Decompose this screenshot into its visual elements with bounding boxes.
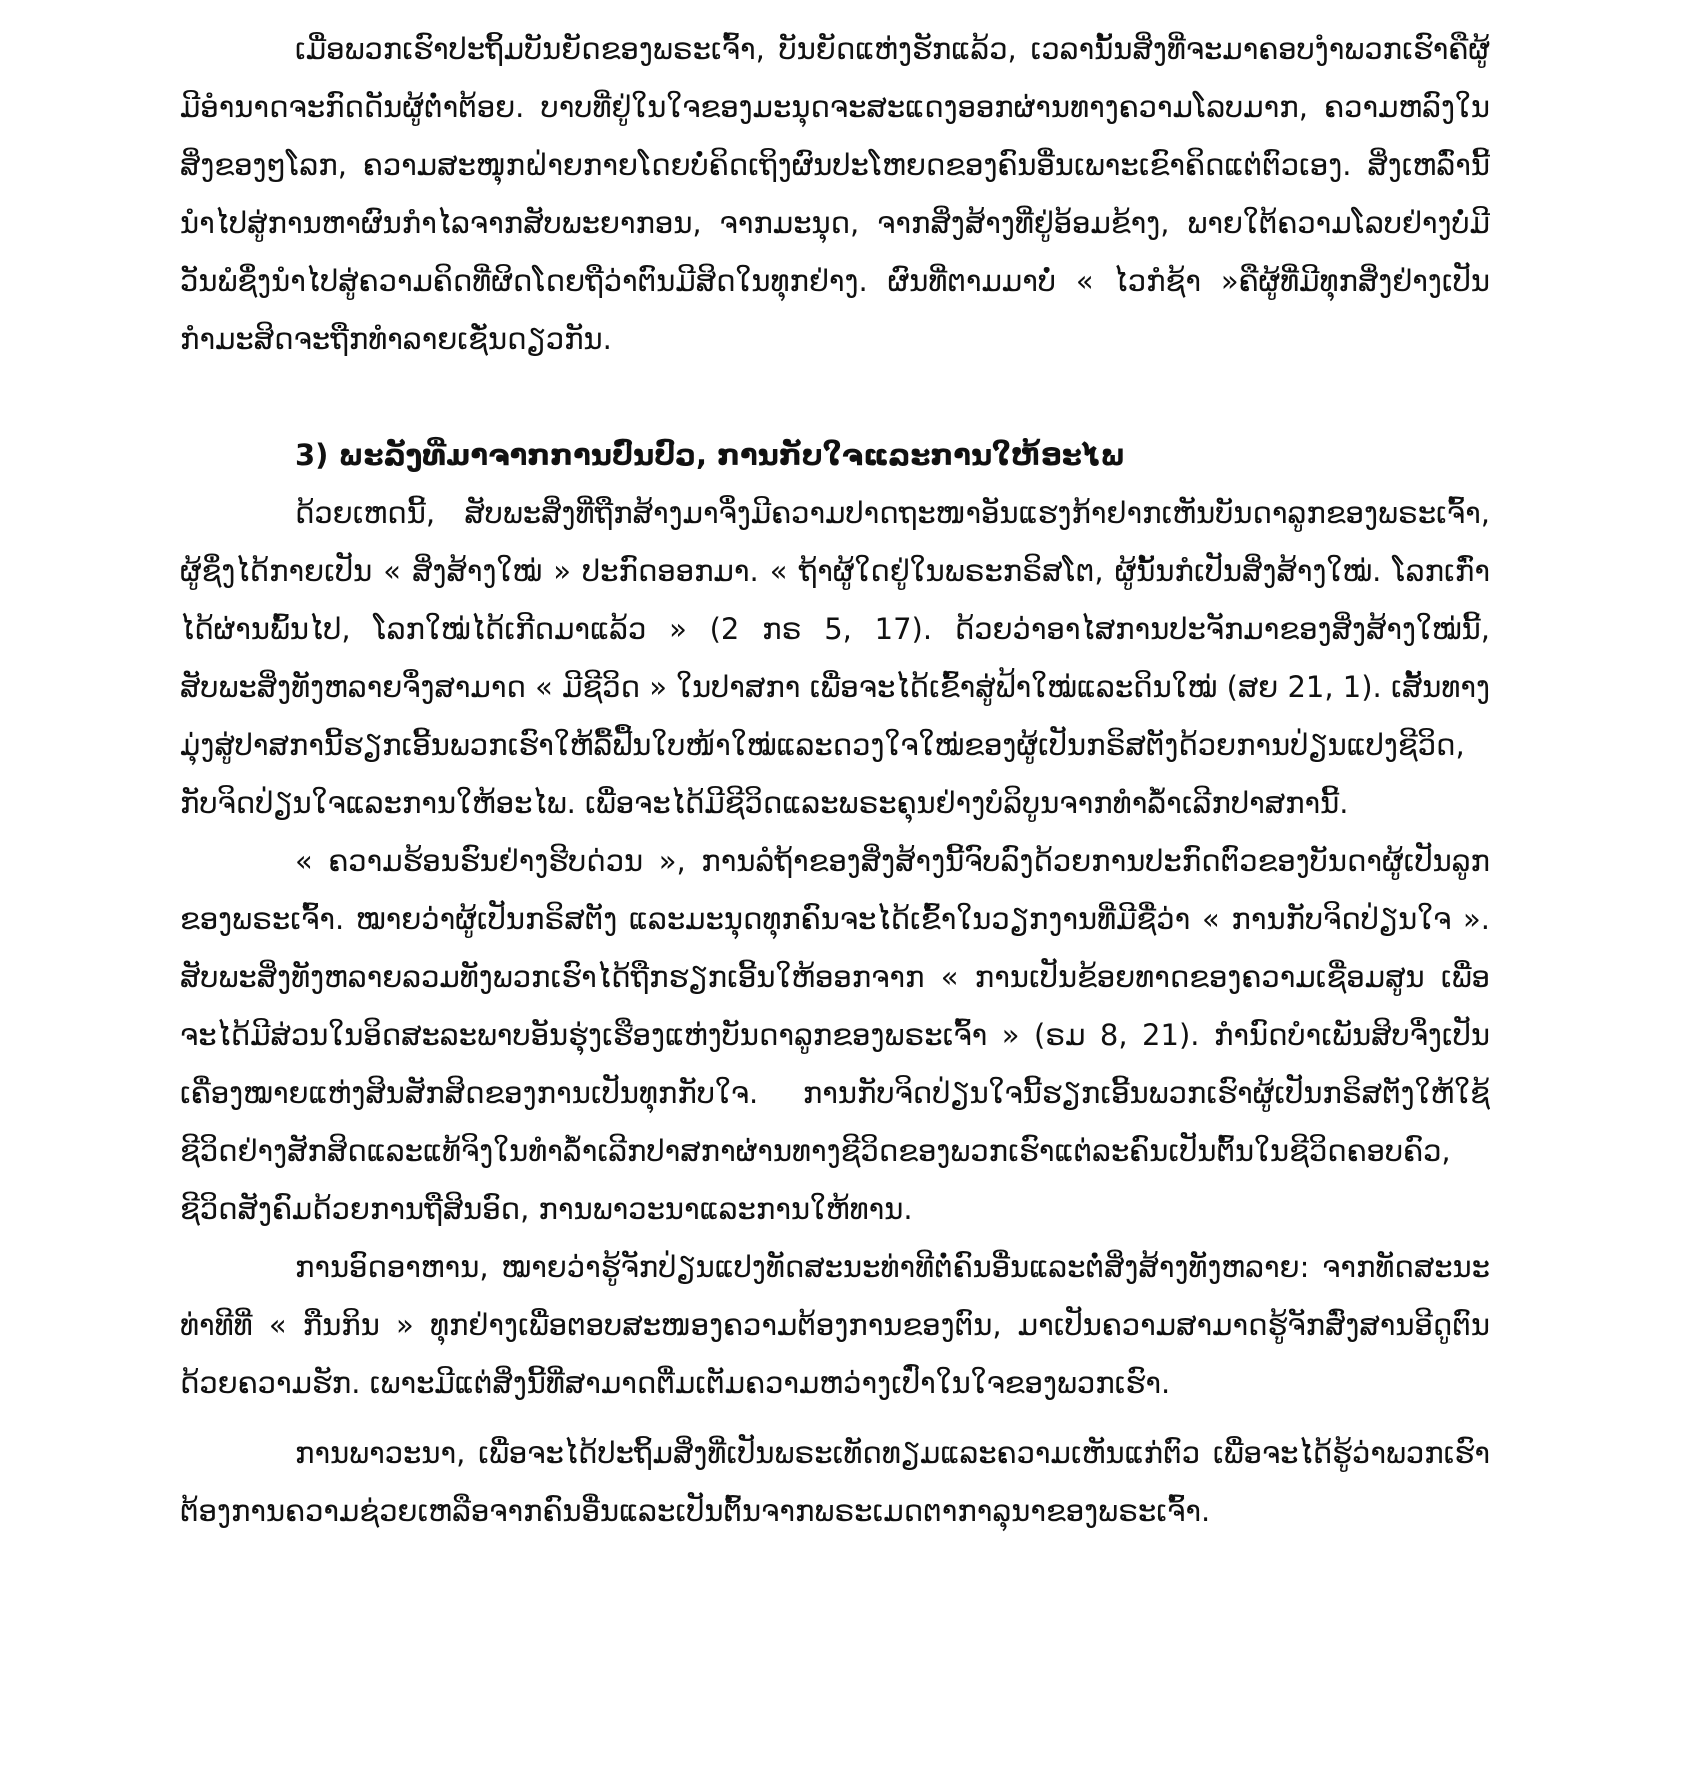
section-heading: 3) ພະລັງທີ່ມາຈາກການປົ່ນປົວ, ການກັບໃຈແລະການໃຫ້ອະໄພ	[295, 438, 1126, 472]
paragraph-2: ດ້ວຍເຫດນີ້, ສັບພະສິ່ງທີ່ຖືກສ້າງມາຈຶ່ງມີຄວາມປາດຖະໜາອັນແຮງກ້າຢາກເຫັນບັນດາລູກຂອງພຣະເຈົ້າ, ຜູ້ຊຶ່ງໄດ້ກາຍເປັນ « ສິ່ງສ້າງໃໝ່ » ປະກົດອອກມາ. « ຖ້າຜູ້ໃດຢູ່ໃນພຣະກຣິສໂຕ, ຜູ້ນັ້ນກໍເປັນສິ່ງສ້າງໃໝ່. ໂລກເກົ່າໄດ້ຜ່ານພົ້ນໄປ, ໂລກໃໝ່ໄດ້ເກີດມາແລ້ວ » (2 ກຣ 5, 17). ດ້ວຍວ່າອາໄສການປະຈັກມາຂອງສິ່ງສ້າງໃໝ່ນີ້, ສັບພະສິ່ງທັງຫລາຍຈຶ່ງສາມາດ « ມີຊີວິດ » ໃນປາສກາ ເພື່ອຈະໄດ້ເຂົ້າສູ່ຟ້າໃໝ່ແລະດິນໃໝ່ (ສຍ 21, 1). ເສັ້ນທາງມຸ່ງສູ່ປາສການີ້ຮຽກເອີ້ນພວກເຮົາໃຫ້ລື້ຟື້ນໃບໜ້າໃໝ່ແລະດວງໃຈໃໝ່ຂອງຜູ້ເປັນກຣິສຕັງດ້ວຍການປ່ຽນແປງຊີວິດ, ກັບຈິດປ່ຽນໃຈແລະການໃຫ້ອະໄພ. ເພື່ອຈະໄດ້ມີຊີວິດແລະພຣະຄຸນຢ່າງບໍລິບູນຈາກທໍາລໍ້າເລີກປາສການີ້.	[180, 496, 1490, 820]
paragraph-gap	[180, 1412, 1490, 1424]
paragraph-1: ເມື່ອພວກເຮົາປະຖິ້ມບັນຍັດຂອງພຣະເຈົ້າ, ບັນຍັດແຫ່ງຮັກແລ້ວ, ເວລານັ້ນສິ່ງທີ່ຈະມາຄອບງໍາພວກເຮົາຄືຜູ້ມີອໍານາດຈະກົດດັນຜູ້ຕໍ່າຕ້ອຍ. ບາບທີ່ຢູ່ໃນໃຈຂອງມະນຸດຈະສະແດງອອກຜ່ານທາງຄວາມໂລບມາກ, ຄວາມຫລົງໃນສິ່ງຂອງໆໂລກ, ຄວາມສະໜຸກຝ່າຍກາຍໂດຍບໍ່ຄິດເຖິງຜົນປະໂຫຍດຂອງຄົນອື່ນເພາະເຂົາຄິດແຕ່ຕົວເອງ. ສິ່ງເຫລົ່ານີ້ນໍາໄປສູ່ການຫາຜົນກໍາໄລຈາກສັບພະຍາກອນ, ຈາກມະນຸດ, ຈາກສິ່ງສ້າງທີ່ຢູ່ອ້ອມຂ້າງ, ພາຍໃຕ້ຄວາມໂລບຢ່າງບໍ່ມີວັນພໍຊຶ່ງນໍາໄປສູ່ຄວາມຄິດທີ່ຜິດໂດຍຖືວ່າຕົນມີສິດໃນທຸກຢ່າງ. ຜົນທີ່ຕາມມາບໍ່ « ໄວກໍຊ້າ »ຄືຜູ້ທີ່ມີທຸກສິ່ງຢ່າງເປັນກໍາມະສິດຈະຖືກທໍາລາຍເຊັ່ນດຽວກັນ.	[180, 32, 1490, 356]
paragraph-3: « ຄວາມຮ້ອນຮົນຢ່າງຮີບດ່ວນ », ການລໍຖ້າຂອງສິ່ງສ້າງນີ້ຈົບລົງດ້ວຍການປະກົດຕົວຂອງບັນດາຜູ້ເປັນລູກຂອງພຣະເຈົ້າ. ໝາຍວ່າຜູ້ເປັນກຣິສຕັງ ແລະມະນຸດທຸກຄົນຈະໄດ້ເຂົ້າໃນວຽກງານທີ່ມີຊື່ວ່າ « ການກັບຈິດປ່ຽນໃຈ ». ສັບພະສິ່ງທັງຫລາຍລວມທັງພວກເຮົາໄດ້ຖືກຮຽກເອີ້ນໃຫ້ອອກຈາກ « ການເປັນຂ້ອຍທາດຂອງຄວາມເຊື່ອມສູນ ເພື່ອຈະໄດ້ມີສ່ວນໃນອິດສະລະພາບອັນຮຸ່ງເຮືອງແຫ່ງບັນດາລູກຂອງພຣະເຈົ້າ » (ຣມ 8, 21). ກໍານົດບໍາເພັນສິບຈຶ່ງເປັນເຄື່ອງໝາຍແຫ່ງສິນສັກສິດຂອງການເປັນທຸກກັບໃຈ. ການກັບຈິດປ່ຽນໃຈນີ້ຮຽກເອີ້ນພວກເຮົາຜູ້ເປັນກຣິສຕັງໃຫ້ໃຊ້ຊີວິດຢ່າງສັກສິດແລະແທ້ຈິງໃນທໍາລໍ້າເລີກປາສກາຜ່ານທາງຊີວິດຂອງພວກເຮົາແຕ່ລະຄົນເປັນຕົ້ນໃນຊີວິດຄອບຄົວ, ຊີວິດສັງຄົມດ້ວຍການຖືສິນອົດ, ການພາວະນາແລະການໃຫ້ທານ.	[180, 844, 1490, 1226]
paragraph-5: ການພາວະນາ, ເພື່ອຈະໄດ້ປະຖິ້ມສິ່ງທີ່ເປັນພຣະເທັດທຽມແລະຄວາມເຫັນແກ່ຕົວ ເພື່ອຈະໄດ້ຮູ້ວ່າພວກເຮົາຕ້ອງການຄວາມຊ່ວຍເຫລືອຈາກຄົນອື່ນແລະເປັນຕົ້ນຈາກພຣະເມດຕາກາລຸນາຂອງພຣະເຈົ້າ.	[180, 1436, 1490, 1528]
section-gap	[180, 368, 1490, 426]
paragraph-4: ການອົດອາຫານ, ໝາຍວ່າຮູ້ຈັກປ່ຽນແປງທັດສະນະທ່າທີຕໍ່ຄົນອື່ນແລະຕໍ່ສິ່ງສ້າງທັງຫລາຍ: ຈາກທັດສະນະທ່າທີທີ່ « ກືນກິນ » ທຸກຢ່າງເພື່ອຕອບສະໜອງຄວາມຕ້ອງການຂອງຕົນ, ມາເປັນຄວາມສາມາດຮູ້ຈັກສົ່ງສານອີດູຕົນດ້ວຍຄວາມຮັກ. ເພາະມີແຕ່ສິ່ງນີ້ທີ່ສາມາດຕື່ມເຕັມຄວາມຫວ່າງເປົ່າໃນໃຈຂອງພວກເຮົາ.	[180, 1250, 1490, 1400]
document-page	[180, 20, 1490, 1770]
